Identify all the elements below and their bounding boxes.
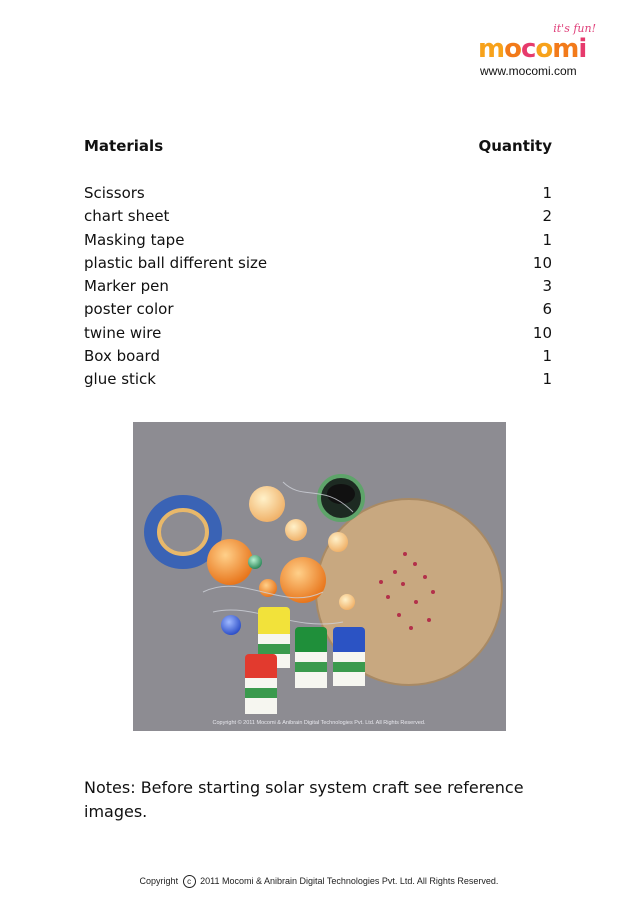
green-ball [248, 555, 262, 569]
materials-header: Materials [84, 137, 164, 155]
logo-wordmark [478, 36, 586, 62]
small-ball [285, 519, 307, 541]
material-name: Scissors [84, 184, 145, 202]
table-header [84, 137, 552, 159]
table-row [84, 345, 552, 368]
material-quantity: 1 [542, 230, 552, 249]
materials-photo [133, 422, 506, 731]
table-row [84, 322, 552, 345]
material-quantity: 1 [542, 347, 552, 366]
quantity-header: Quantity [478, 137, 552, 155]
materials-table [84, 137, 552, 392]
materials-illustration [133, 422, 506, 731]
material-quantity: 1 [542, 370, 552, 389]
logo-letter: o [535, 34, 553, 64]
table-row [84, 252, 552, 275]
material-name: twine wire [84, 323, 162, 342]
logo-url[interactable]: www.mocomi.com [480, 64, 577, 78]
table-row [84, 182, 552, 205]
logo-letter: i [578, 34, 587, 64]
green-paint-bottle [295, 627, 327, 688]
material-quantity: 2 [542, 207, 552, 226]
page-footer [0, 875, 638, 888]
material-quantity: 1 [542, 184, 552, 202]
table-row [84, 368, 552, 391]
logo-letter: m [552, 34, 579, 64]
material-quantity: 6 [542, 300, 552, 319]
red-paint-bottle [245, 654, 277, 714]
footer-prefix: Copyright [139, 875, 179, 886]
material-quantity: 10 [532, 323, 552, 342]
copyright-icon: c [183, 875, 196, 888]
material-name: plastic ball different size [84, 253, 268, 272]
table-row [84, 298, 552, 321]
orange-ball [207, 539, 253, 585]
mocomi-logo [478, 22, 600, 80]
small-ball [339, 594, 355, 610]
orange-ball [280, 557, 326, 603]
logo-letter: o [504, 34, 521, 64]
material-name: glue stick [84, 370, 156, 389]
material-name: chart sheet [84, 207, 170, 226]
material-name: Masking tape [84, 230, 185, 249]
logo-tagline: it's fun! [553, 22, 596, 35]
photo-watermark: Copyright © 2011 Mocomi & Anibrain Digital Technologies Pvt. Ltd. All Rights Reserved. [212, 720, 426, 726]
blue-paint-bottle [333, 627, 365, 686]
logo-letter: m [478, 34, 505, 64]
footer-text: 2011 Mocomi & Anibrain Digital Technologies Pvt. Ltd. All Rights Reserved. [200, 875, 499, 886]
material-quantity: 3 [542, 277, 552, 296]
material-name: Box board [84, 347, 160, 366]
small-ball [328, 532, 348, 552]
table-row [84, 229, 552, 252]
material-name: Marker pen [84, 277, 169, 296]
table-body [84, 182, 552, 392]
blue-ball [221, 615, 241, 635]
large-ball [249, 486, 285, 522]
material-name: poster color [84, 300, 174, 319]
logo-letter: c [520, 34, 536, 64]
notes-text: Notes: Before starting solar system craft see reference images. [84, 778, 524, 821]
table-row [84, 275, 552, 298]
table-row [84, 205, 552, 228]
material-quantity: 10 [532, 253, 552, 272]
